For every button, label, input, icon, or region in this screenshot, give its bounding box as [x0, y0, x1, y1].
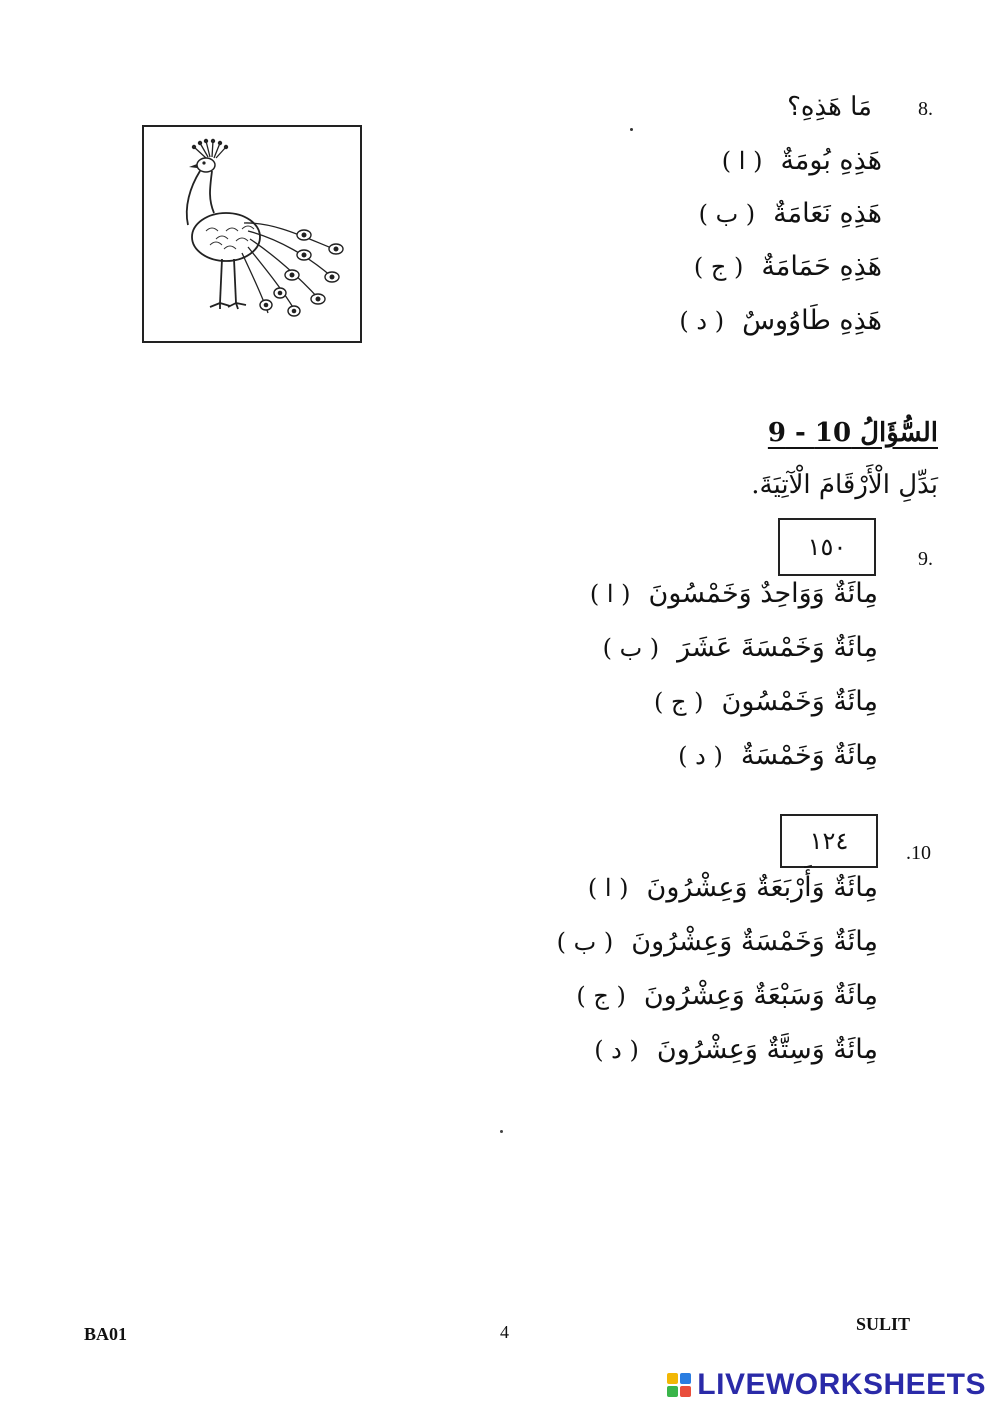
option-letter: ( ج ): [693, 252, 744, 281]
question-10-number-box: ١٢٤: [780, 814, 878, 868]
q10-option-b[interactable]: [557, 926, 878, 957]
option-letter: ( ج ): [654, 687, 704, 716]
option-text: مِائَةٌ وَسِتَّةٌ وَعِشْرُونَ: [656, 1034, 878, 1065]
footer-code: BA01: [84, 1324, 128, 1344]
option-letter: ( د ): [679, 306, 725, 335]
option-text: هَذِهِ بُومَةٌ: [780, 145, 882, 176]
q9-option-b[interactable]: [603, 632, 878, 663]
q9-option-a[interactable]: [590, 578, 878, 609]
q8-option-c[interactable]: [694, 251, 882, 282]
peacock-image-frame: [142, 125, 362, 343]
option-letter: ( ب ): [556, 927, 614, 956]
option-text: هَذِهِ حَمَامَةٌ: [761, 251, 882, 282]
question-8-number: 8.: [918, 98, 933, 120]
option-text: مِائَةٌ وَوَاحِدٌ وَخَمْسُونَ: [648, 578, 878, 609]
q8-option-b[interactable]: [699, 198, 882, 229]
section-title: السُّؤَالُ 10 - 9: [767, 418, 938, 448]
option-letter: ( ب ): [602, 633, 660, 662]
option-letter: ( د ): [594, 1035, 639, 1064]
option-text: مِائَةٌ وَسَبْعَةٌ وَعِشْرُونَ: [643, 980, 878, 1011]
option-text: هَذِهِ نَعَامَةٌ: [773, 198, 882, 229]
q8-option-d[interactable]: [679, 305, 882, 336]
q10-option-d[interactable]: [594, 1034, 878, 1065]
question-9-number-box: ١٥٠: [778, 518, 876, 576]
option-letter: ( د ): [678, 741, 723, 770]
peacock-icon: [144, 127, 360, 341]
option-text: مِائَةٌ وَأَرْبَعَةٌ وَعِشْرُونَ: [646, 872, 878, 903]
brand-name: LIVEWORKSHEETS: [697, 1368, 986, 1401]
option-letter: ( ا ): [721, 146, 763, 175]
section-instruction: بَدِّلِ الْأَرْقَامَ الْآتِيَةَ.: [751, 470, 938, 500]
option-text: مِائَةٌ وَخَمْسَةٌ: [740, 740, 878, 771]
q10-option-a[interactable]: [588, 872, 878, 903]
option-letter: ( ا ): [589, 579, 631, 608]
q8-option-a[interactable]: [722, 145, 882, 176]
option-text: مِائَةٌ وَخَمْسَةَ عَشَرَ: [677, 632, 878, 663]
q10-option-c[interactable]: [576, 980, 878, 1011]
option-letter: ( ب ): [698, 199, 756, 228]
q9-option-c[interactable]: [654, 686, 878, 717]
speck: [500, 1130, 503, 1133]
footer-label: SULIT: [856, 1314, 911, 1334]
question-10-number: .10: [906, 842, 931, 864]
option-text: هَذِهِ طَاوُوسٌ: [742, 305, 882, 336]
speck: [630, 128, 633, 131]
question-8-prompt: مَا هَذِهِ؟: [787, 92, 872, 122]
option-letter: ( ج ): [576, 981, 626, 1010]
question-9-number: 9.: [918, 548, 933, 570]
option-letter: ( ا ): [587, 873, 629, 902]
option-text: مِائَةٌ وَخَمْسُونَ: [721, 686, 878, 717]
q9-option-d[interactable]: [678, 740, 878, 771]
option-text: مِائَةٌ وَخَمْسَةٌ وَعِشْرُونَ: [631, 926, 878, 957]
liveworksheets-logo-icon: [667, 1373, 691, 1397]
liveworksheets-brand[interactable]: [667, 1368, 986, 1402]
page-number: 4: [500, 1322, 509, 1342]
